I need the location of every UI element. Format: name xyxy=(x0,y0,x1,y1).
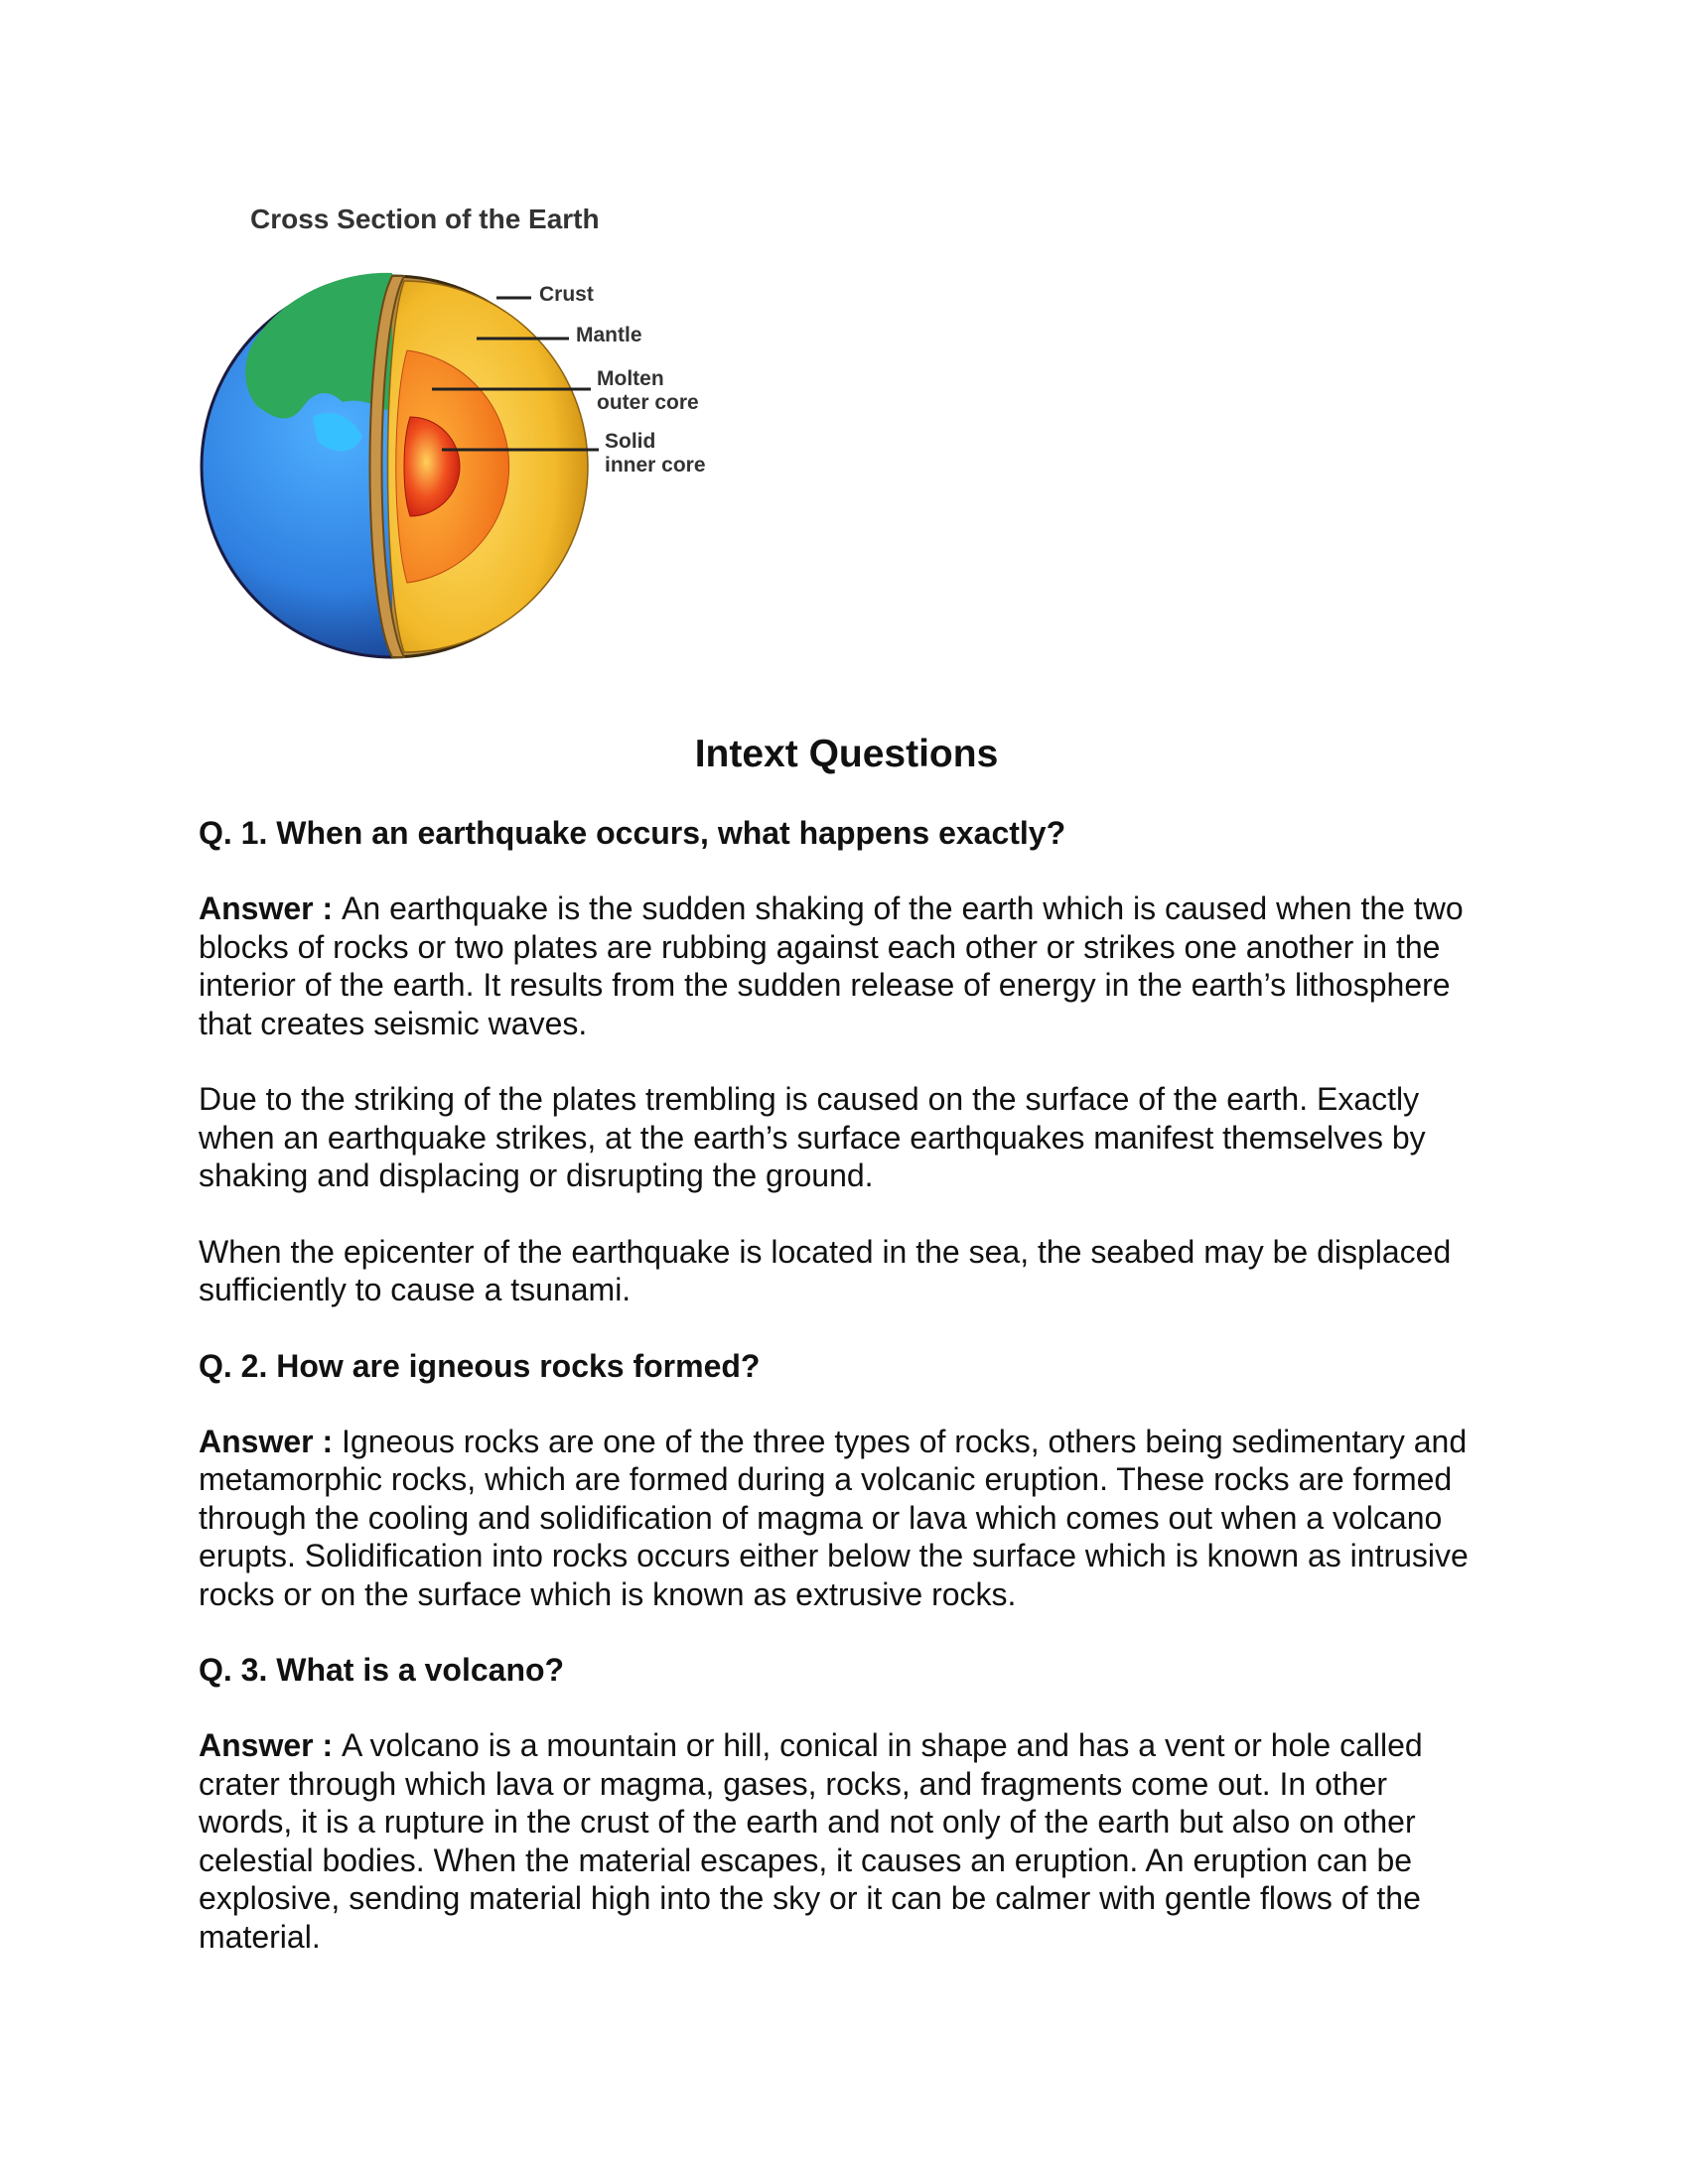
answer-text: An earthquake is the sudden shaking of the earth which is caused when the two blocks of rocks or two plates are rubbing against each other or strikes one another in the interior of the earth. It results from the sudden release of energy in the earth’s lithosphere that creates seismic waves. xyxy=(199,890,1464,1041)
label-inner-core-line2: inner core xyxy=(605,454,706,477)
question-3: Q. 3. What is a volcano? xyxy=(199,1652,565,1688)
earth-cross-section-figure xyxy=(194,194,750,670)
qa-block-3 xyxy=(199,1651,1489,1956)
question-1: Q. 1. When an earthquake occurs, what happens exactly? xyxy=(199,815,1066,851)
answer-lead: Answer : xyxy=(199,1727,343,1763)
question-2: Q. 2. How are igneous rocks formed? xyxy=(199,1347,761,1384)
document-content xyxy=(199,733,1489,1993)
qa-block-1 xyxy=(199,814,1489,1309)
answer-3 xyxy=(199,1726,1489,1956)
label-mantle: Mantle xyxy=(576,324,642,346)
section-title: Intext Questions xyxy=(694,733,999,775)
answer-lead: Answer : xyxy=(199,1423,343,1459)
answer-text: Igneous rocks are one of the three types of rocks, others being sedimentary and metamorphic rocks, which are formed during a volcanic eruption. These rocks are formed through the cooling and solidification of magma or lava which comes out when a volcano erupts. Solidification into rocks occurs either below the surface which is known as intrusive rocks or on the surface which is known as extrusive rocks. xyxy=(199,1423,1469,1612)
answer-2 xyxy=(199,1423,1489,1614)
figure-title: Cross Section of the Earth xyxy=(250,204,600,234)
label-outer-core xyxy=(597,367,699,415)
label-outer-core-line1: Molten xyxy=(597,367,664,390)
label-inner-core-line1: Solid xyxy=(605,430,656,453)
answer-text: A volcano is a mountain or hill, conical in shape and has a vent or hole called crater through which lava or magma, gases, rocks, and fragments come out. In other words, it is a rupture in the crust of the earth and not only of the earth but also on other celestial bodies. When the material escapes, it causes an eruption. An eruption can be explosive, sending material high into the sky or it can be calmer with gentle flows of the material. xyxy=(199,1727,1423,1955)
label-crust: Crust xyxy=(539,283,594,306)
answer-lead: Answer : xyxy=(199,890,343,926)
qa-block-2 xyxy=(199,1347,1489,1614)
label-outer-core-line2: outer core xyxy=(597,391,699,414)
label-inner-core xyxy=(605,430,706,478)
answer-1 xyxy=(199,889,1489,1042)
answer-1-paragraph-2: Due to the striking of the plates trembling is caused on the surface of the earth. Exactly when an earthquake strikes, at the earth’s surface earthquakes manifest themselves by shaking and displacing or disrupting the ground. xyxy=(199,1081,1426,1193)
answer-1-paragraph-3: When the epicenter of the earthquake is located in the sea, the seabed may be displaced sufficiently to cause a tsunami. xyxy=(199,1233,1452,1307)
